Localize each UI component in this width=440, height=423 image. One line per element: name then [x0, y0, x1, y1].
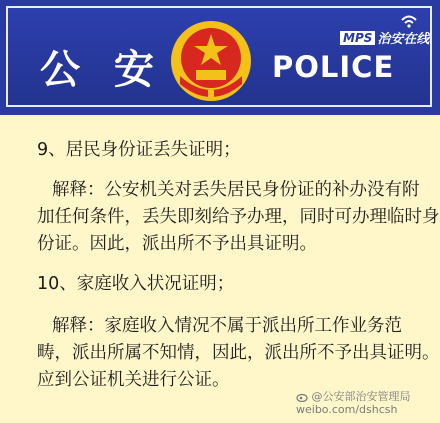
police-emblem-icon: [168, 18, 254, 104]
item9-body-line1: 解释：公安机关对丢失居民身份证的补办没有附: [52, 180, 420, 200]
mps-label: MPS: [340, 31, 375, 45]
header-banner: [0, 0, 440, 115]
watermark-line1: [296, 390, 438, 403]
watermark-url: weibo.com/dshcsh: [296, 403, 398, 416]
item10-body-line3: 应到公证机关进行公证。: [37, 370, 230, 390]
banner-police-text: POLICE: [272, 50, 395, 84]
banner-title: 公 安: [40, 47, 164, 93]
mps-badge: [340, 28, 429, 47]
item10-title: 10、家庭收入状况证明；: [37, 274, 235, 294]
watermark-account: @公安部治安管理局: [311, 390, 411, 403]
item9-title: 9、居民身份证丢失证明；: [37, 140, 241, 160]
mps-badge-text: 治安在线: [377, 32, 430, 47]
item9-body-line3: 份证。因此，派出所不予出具证明。: [37, 234, 317, 254]
weibo-watermark: [296, 390, 438, 416]
item9-body-line2: 加任何条件，丢失即刻给予办理，同时可办理临时身: [37, 207, 440, 227]
weibo-icon: [296, 392, 308, 402]
content-area: [0, 115, 440, 423]
item10-body-line1: 解释：家庭收入情况不属于派出所工作业务范: [52, 316, 402, 336]
wifi-signal-icon: [400, 14, 418, 28]
item10-body-line2: 畴，派出所属不知情，因此，派出所不予出具证明。: [37, 343, 440, 363]
